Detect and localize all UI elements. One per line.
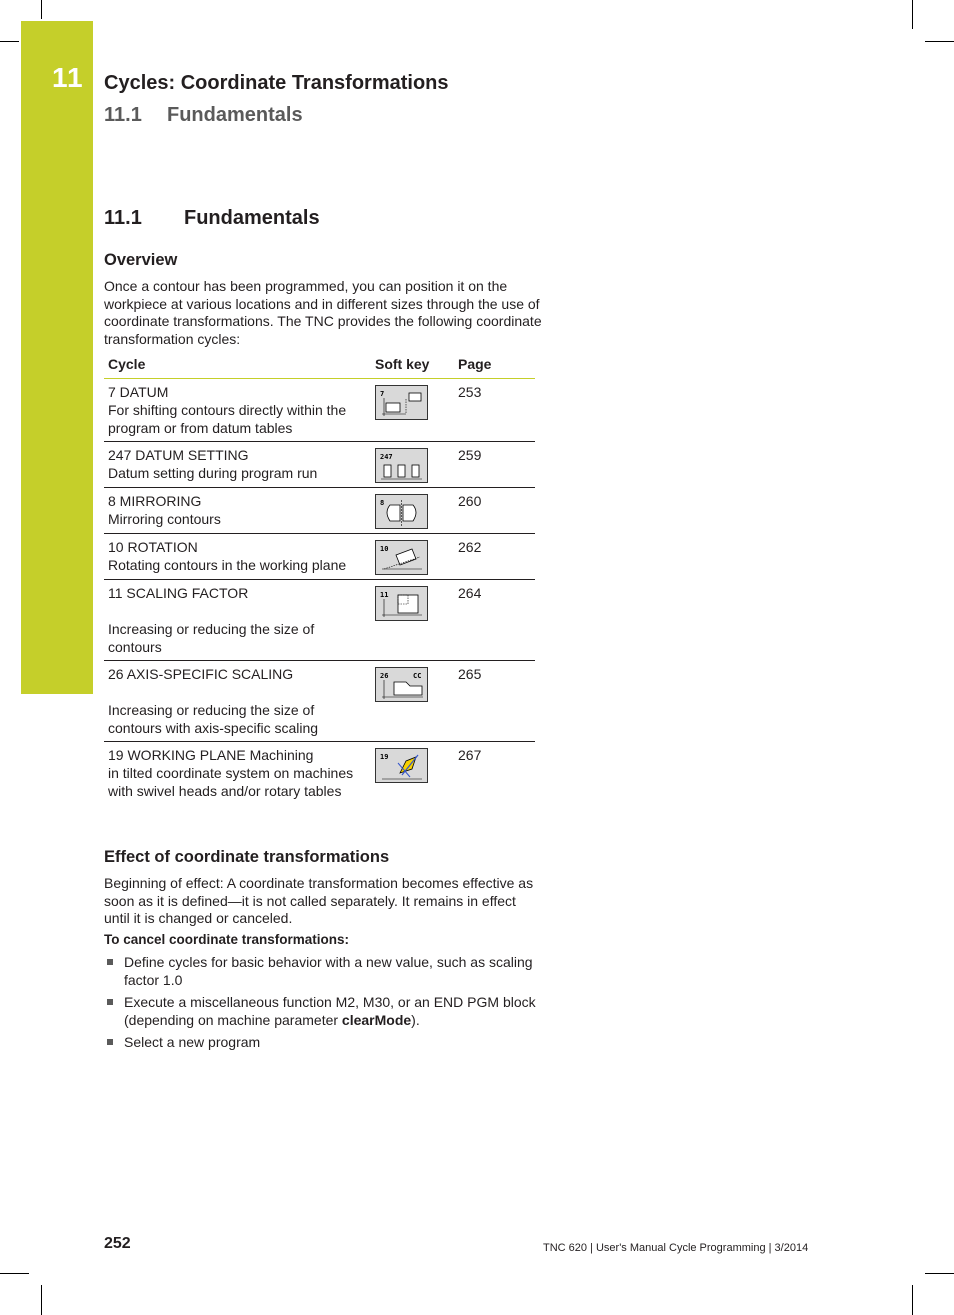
page-cell: 260 bbox=[454, 488, 535, 534]
header-cycle: Cycle bbox=[104, 352, 371, 379]
cancel-list bbox=[104, 953, 544, 1055]
list-item bbox=[104, 993, 544, 1029]
table-row bbox=[104, 379, 535, 442]
running-header-section-number: 11.1 bbox=[104, 104, 142, 126]
crop-mark bbox=[41, 1285, 42, 1315]
bullet-square-icon bbox=[107, 999, 113, 1005]
cycle-title: 26 AXIS-SPECIFIC SCALING bbox=[108, 666, 294, 682]
page-cell: 265 bbox=[454, 661, 535, 742]
table-row bbox=[104, 488, 535, 534]
page-cell: 253 bbox=[454, 379, 535, 442]
section-title: Fundamentals bbox=[184, 207, 320, 229]
cycle-title: 19 WORKING PLANE Machining bbox=[108, 747, 314, 763]
cycle-description: Mirroring contours bbox=[108, 511, 221, 527]
table-row bbox=[104, 580, 535, 661]
cycle-cell bbox=[104, 742, 371, 805]
crop-mark bbox=[925, 41, 954, 42]
page-cell: 267 bbox=[458, 747, 482, 763]
softkey-label: 26 bbox=[380, 672, 389, 680]
softkey-cell bbox=[371, 580, 454, 661]
softkey-label: 10 bbox=[380, 545, 389, 553]
running-header-section bbox=[104, 104, 303, 127]
table-row bbox=[104, 534, 535, 580]
softkey-label: 7 bbox=[380, 390, 385, 398]
crop-mark bbox=[0, 41, 19, 42]
spacer bbox=[108, 602, 367, 620]
datum-setting-icon[interactable] bbox=[375, 448, 428, 483]
cycle-description: Datum setting during program run bbox=[108, 465, 318, 481]
list-item-text-post: ). bbox=[411, 1012, 420, 1028]
table-row bbox=[104, 442, 535, 488]
page-cell: 259 bbox=[454, 442, 535, 488]
cycle-cell bbox=[104, 661, 371, 742]
header-page: Page bbox=[454, 352, 535, 379]
cycle-description: in tilted coordinate system on machines with swivel heads and/or rotary tables bbox=[108, 765, 354, 799]
softkey-cell bbox=[371, 379, 454, 442]
section-heading bbox=[104, 207, 320, 230]
table-row bbox=[104, 661, 535, 742]
softkey-cell bbox=[371, 534, 454, 580]
softkey-label-cc: CC bbox=[413, 672, 422, 680]
effect-text: Beginning of effect: A coordinate transformation becomes effective as soon as it is defined—it is not called separately. It remains in effect until it is changed or canceled. bbox=[104, 875, 534, 926]
cycle-description: For shifting contours directly within the program or from datum tables bbox=[108, 402, 347, 436]
cycle-cell bbox=[104, 488, 371, 534]
page-cell: 262 bbox=[454, 534, 535, 580]
cycle-cell bbox=[104, 379, 371, 442]
scaling-factor-icon[interactable] bbox=[375, 586, 428, 621]
list-item-text: Select a new program bbox=[124, 1034, 261, 1050]
softkey-cell bbox=[371, 742, 454, 805]
cycle-cell bbox=[104, 580, 371, 661]
softkey-cell bbox=[371, 442, 454, 488]
cycle-title: 8 MIRRORING bbox=[108, 493, 202, 509]
softkey-label: 11 bbox=[380, 591, 389, 599]
cycle-title: 247 DATUM SETTING bbox=[108, 447, 249, 463]
list-item bbox=[104, 953, 544, 989]
crop-mark bbox=[912, 0, 913, 29]
running-header-section-title: Fundamentals bbox=[167, 104, 303, 126]
softkey-label: 247 bbox=[380, 453, 393, 461]
cycle-title: 10 ROTATION bbox=[108, 539, 198, 555]
softkey-label: 19 bbox=[380, 753, 389, 761]
effect-heading: Effect of coordinate transformations bbox=[104, 848, 390, 866]
bullet-square-icon bbox=[107, 1039, 113, 1045]
table-row bbox=[104, 742, 535, 805]
header-softkey: Soft key bbox=[371, 352, 454, 379]
rotation-icon[interactable] bbox=[375, 540, 428, 575]
list-item-text: Define cycles for basic behavior with a new value, such as scaling factor 1.0 bbox=[124, 954, 533, 988]
softkey-cell bbox=[371, 661, 454, 742]
overview-text: Once a contour has been programmed, you can position it on the workpiece at various locations and in different sizes through the use of coordinate transformations. The TNC provides the following coordinate transformation cycles: bbox=[104, 278, 542, 347]
cycle-title: 11 SCALING FACTOR bbox=[108, 585, 249, 601]
running-header-title: Cycles: Coordinate Transformations bbox=[104, 72, 449, 94]
cancel-label: To cancel coordinate transformations: bbox=[104, 932, 350, 947]
page-number: 252 bbox=[104, 1235, 131, 1252]
softkey-label: 8 bbox=[380, 499, 385, 507]
page-cell: 264 bbox=[454, 580, 535, 661]
mirroring-icon[interactable] bbox=[375, 494, 428, 529]
cycle-description: Increasing or reducing the size of contours with axis-specific scaling bbox=[108, 702, 319, 736]
cycle-title: 7 DATUM bbox=[108, 384, 169, 400]
axis-specific-scaling-icon[interactable] bbox=[375, 667, 428, 702]
bullet-square-icon bbox=[107, 959, 113, 965]
chapter-sidebar bbox=[21, 21, 93, 694]
crop-mark bbox=[912, 1285, 913, 1315]
crop-mark bbox=[41, 0, 42, 19]
section-number: 11.1 bbox=[104, 207, 142, 229]
crop-mark bbox=[925, 1273, 954, 1274]
overview-heading: Overview bbox=[104, 251, 178, 269]
cycle-description: Increasing or reducing the size of contours bbox=[108, 621, 315, 655]
list-item bbox=[104, 1033, 544, 1051]
table-header-row bbox=[104, 352, 535, 379]
softkey-cell bbox=[371, 488, 454, 534]
cycle-cell bbox=[104, 534, 371, 580]
cycle-cell bbox=[104, 442, 371, 488]
list-item-text-pre: Execute a miscellaneous function M2, M30, or an END PGM block (depending on machine parameter bbox=[124, 994, 536, 1028]
chapter-number: 11 bbox=[52, 62, 84, 93]
spacer bbox=[108, 683, 367, 701]
working-plane-icon[interactable] bbox=[375, 748, 428, 783]
parameter-name: clearMode bbox=[341, 1012, 412, 1028]
cycle-description: Rotating contours in the working plane bbox=[108, 557, 347, 573]
datum-shift-icon[interactable] bbox=[375, 385, 428, 420]
crop-mark bbox=[0, 1273, 29, 1274]
footer-text: TNC 620 | User's Manual Cycle Programming | 3/2014 bbox=[543, 1242, 809, 1254]
cycles-table bbox=[104, 352, 535, 804]
